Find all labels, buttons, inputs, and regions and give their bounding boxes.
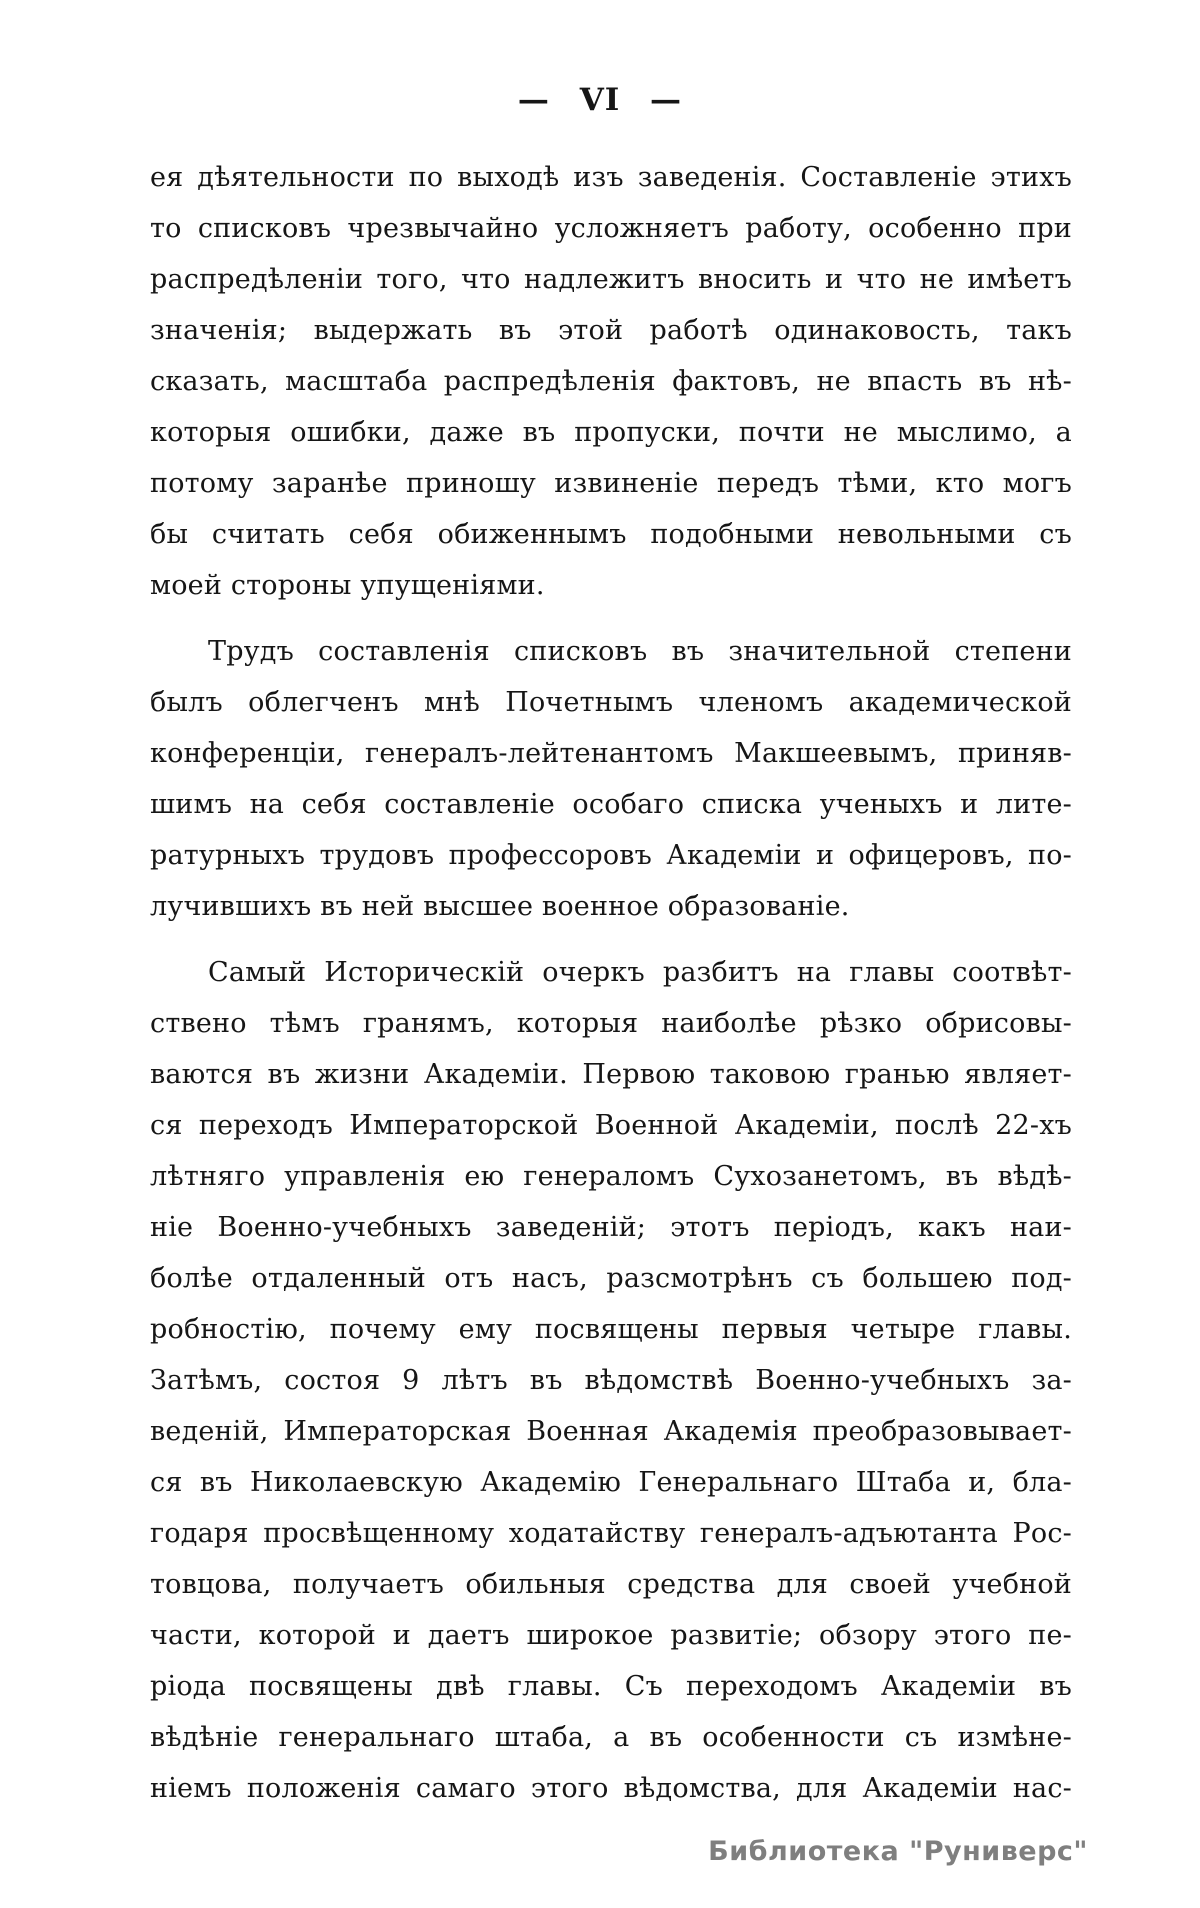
text-line: которыя ошибки, даже въ пропуски, почти не мыслимо, а [150,417,1072,448]
text-line: годаря просвѣщенному ходатайству генералъ-адъютанта Рос- [150,1518,1072,1549]
text-line: ся въ Николаевскую Академію Генеральнаго Штаба и, бла- [150,1467,1072,1498]
text-line: потому заранѣе приношу извиненіе передъ тѣми, кто могъ [150,468,1072,499]
text-line: ствено тѣмъ гранямъ, которыя наиболѣе рѣзко обрисовы- [150,1008,1072,1039]
text-line: лучившихъ въ ней высшее военное образованіе. [150,891,850,922]
text-line: Затѣмъ, состоя 9 лѣтъ въ вѣдомствѣ Военно-учебныхъ за- [150,1365,1072,1396]
paragraph [150,626,1072,932]
text-line: болѣе отдаленный отъ насъ, разсмотрѣнъ съ большею под- [150,1263,1072,1294]
text-line: вѣдѣніе генеральнаго штаба, а въ особенности съ измѣне- [150,1722,1072,1753]
page-number: — VI — [517,82,683,118]
page-text-block [150,152,1072,1814]
text-line: былъ облегченъ мнѣ Почетнымъ членомъ академической [150,687,1072,718]
text-line: Трудъ составленія списковъ въ значительной степени [208,636,1072,667]
text-line: части, которой и даетъ широкое развитіе; обзору этого пе- [150,1620,1072,1651]
text-line: шимъ на себя составленіе особаго списка ученыхъ и лите- [150,789,1072,820]
text-line: моей стороны упущеніями. [150,570,545,601]
text-line: Самый Историческій очеркъ разбитъ на главы соотвѣт- [208,957,1072,988]
text-line: робностію, почему ему посвящены первыя четыре главы. [150,1314,1072,1345]
text-line: ратурныхъ трудовъ профессоровъ Академіи и офицеровъ, по- [150,840,1072,871]
paragraph [150,947,1072,1814]
text-line: товцова, получаетъ обильныя средства для своей учебной [150,1569,1072,1600]
text-line: распредѣленіи того, что надлежитъ вносить и что не имѣетъ [150,264,1072,295]
text-line: бы считать себя обиженнымъ подобными невольными съ [150,519,1072,550]
text-line: сказать, масштаба распредѣленія фактовъ, не впасть въ нѣ- [150,366,1072,397]
text-line: ніе Военно-учебныхъ заведеній; этотъ періодъ, какъ наи- [150,1212,1072,1243]
text-line: ваются въ жизни Академіи. Первою таковою гранью являет- [150,1059,1072,1090]
text-line: значенія; выдержать въ этой работѣ одинаковость, такъ [150,315,1072,346]
text-line: конференціи, генералъ-лейтенантомъ Макшеевымъ, приняв- [150,738,1072,769]
paragraph [150,152,1072,611]
text-line: то списковъ чрезвычайно усложняетъ работу, особенно при [150,213,1072,244]
text-line: ніемъ положенія самаго этого вѣдомства, для Академіи нас- [150,1773,1072,1804]
text-line: веденій, Императорская Военная Академія преобразовывает- [150,1416,1072,1447]
text-line: ся переходъ Императорской Военной Академіи, послѣ 22-хъ [150,1110,1072,1141]
text-line: лѣтняго управленія ею генераломъ Сухозанетомъ, въ вѣдѣ- [150,1161,1072,1192]
library-watermark: Библиотека "Руниверс" [708,1836,1088,1867]
text-line: ея дѣятельности по выходѣ изъ заведенія. Составленіе этихъ [150,162,1072,193]
text-line: ріода посвящены двѣ главы. Съ переходомъ Академіи въ [150,1671,1072,1702]
